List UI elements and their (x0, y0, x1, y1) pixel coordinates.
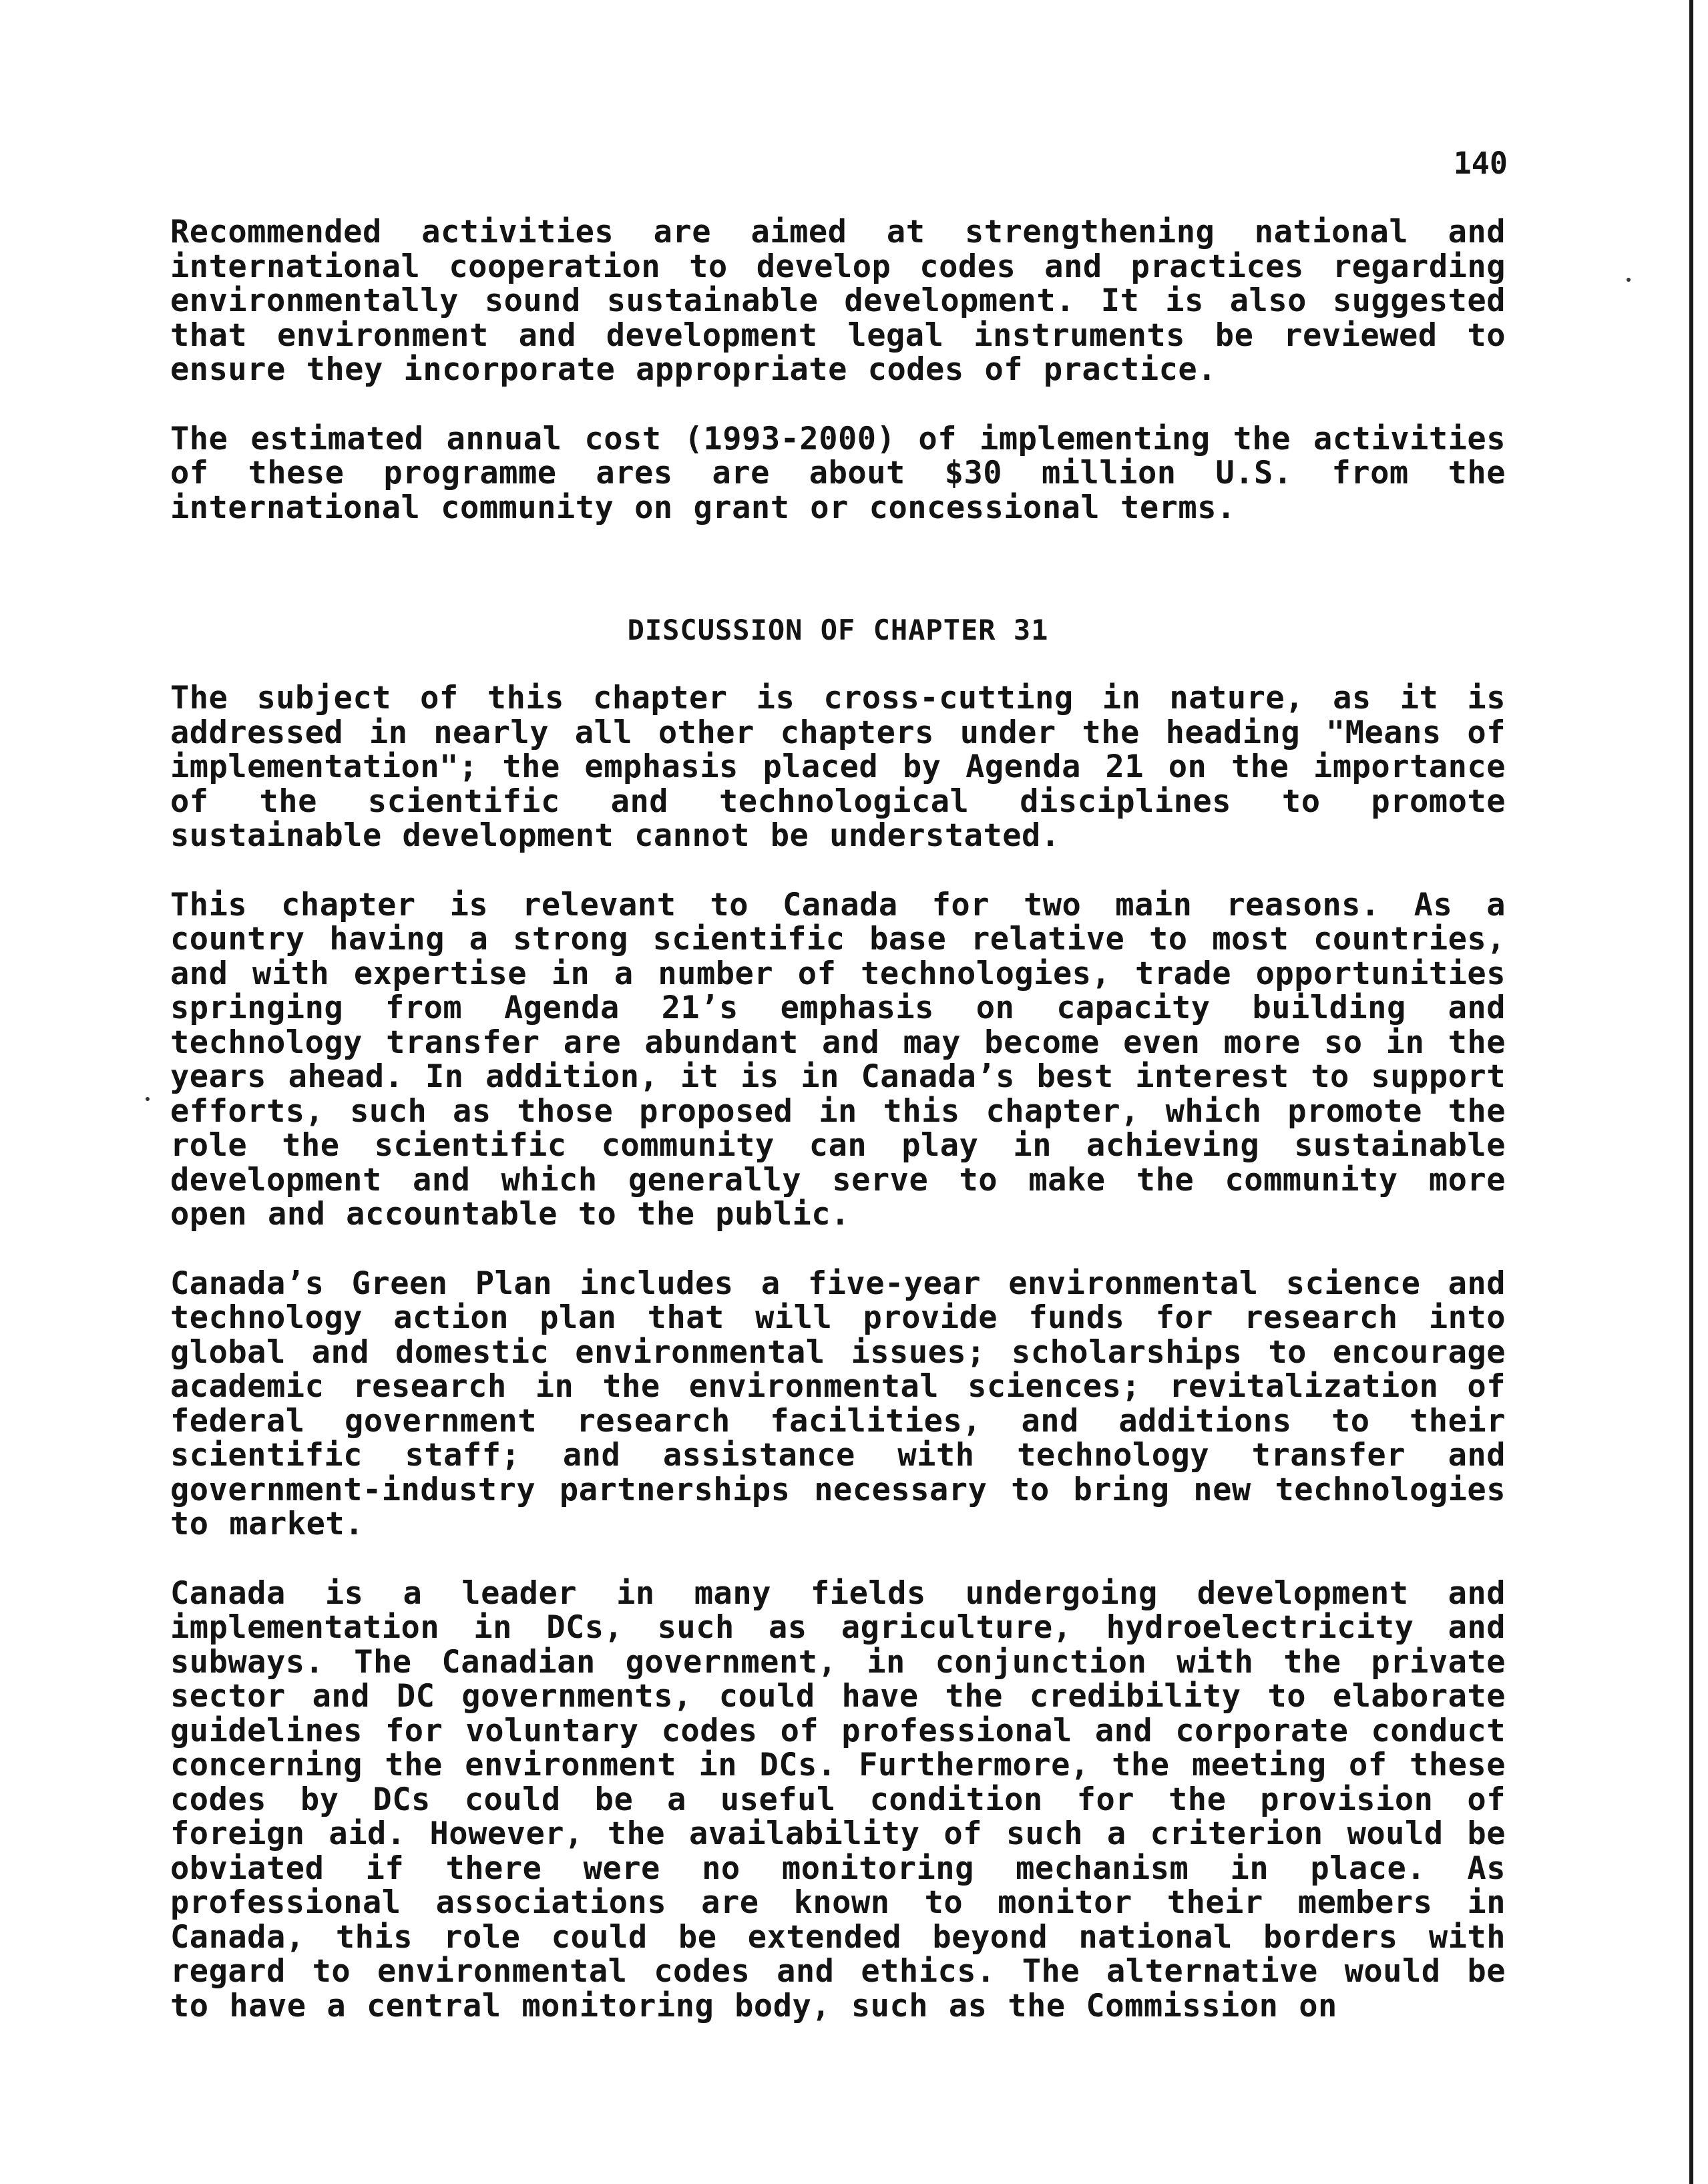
paragraph-canada-leader: Canada is a leader in many fields undergoing development and implementation in DCs, such as agriculture, hydroelectricity and subways. The Canadian government, in conjunction with the private sector and DC governments, could have the credibility to elaborate guidelines for voluntary codes of professional and corporate conduct concerning the environment in DCs. Furthermore, the meeting of these codes by DCs could be a useful condition for the provision of foreign aid. However, the availability of such a criterion would be obviated if there were no monitoring mechanism in place. As professional associations are known to monitor their members in Canada, this role could be extended beyond national borders with regard to environmental codes and ethics. The alternative would be to have a central monitoring body, such as the Commission on (170, 1574, 1506, 2024)
scan-speck (146, 1097, 150, 1101)
paragraph-estimated-cost: The estimated annual cost (1993-2000) of implementing the activities of these programme ares are about $30 million U.S. from the international community on grant or concessional terms. (170, 420, 1506, 526)
paragraph-green-plan: Canada’s Green Plan includes a five-year environmental science and technology action plan that will provide funds for research into global and domestic environmental issues; scholarships to encourage academic research in the environmental sciences; revitalization of federal government research facilities, and additions to their scientific staff; and assistance with technology transfer and government-industry partnerships necessary to bring new technologies to market. (170, 1265, 1506, 1542)
page-number: 140 (1453, 146, 1508, 181)
paragraph-relevance-to-canada: This chapter is relevant to Canada for two main reasons. As a country having a strong scientific base relative to most countries, and with expertise in a number of technologies, trade opportunities springing from Agenda 21’s emphasis on capacity building and technology transfer are abundant and may become even more so in the years ahead. In addition, it is in Canada’s best interest to support efforts, such as those proposed in this chapter, which promote the role the scientific community can play in achieving sustainable development and which generally serve to make the community more open and accountable to the public. (170, 886, 1506, 1233)
section-heading: DISCUSSION OF CHAPTER 31 (627, 614, 1049, 646)
scan-speck (1627, 278, 1631, 282)
paragraph-recommended-activities: Recommended activities are aimed at strengthening national and international cooperation to develop codes and practices regarding environmentally sound sustainable development. It is also suggested that environment and development legal instruments be reviewed to ensure they incorporate appropriate codes of practice. (170, 214, 1506, 388)
paragraph-subject: The subject of this chapter is cross-cutting in nature, as it is addressed in nearly all other chapters under the heading "Means of implementation"; the emphasis placed by Agenda 21 on the importance of the scientific and technological disciplines to promote sustainable development cannot be understated. (170, 680, 1506, 854)
page-edge-line (1689, 0, 1693, 2184)
document-body (170, 215, 1506, 2023)
